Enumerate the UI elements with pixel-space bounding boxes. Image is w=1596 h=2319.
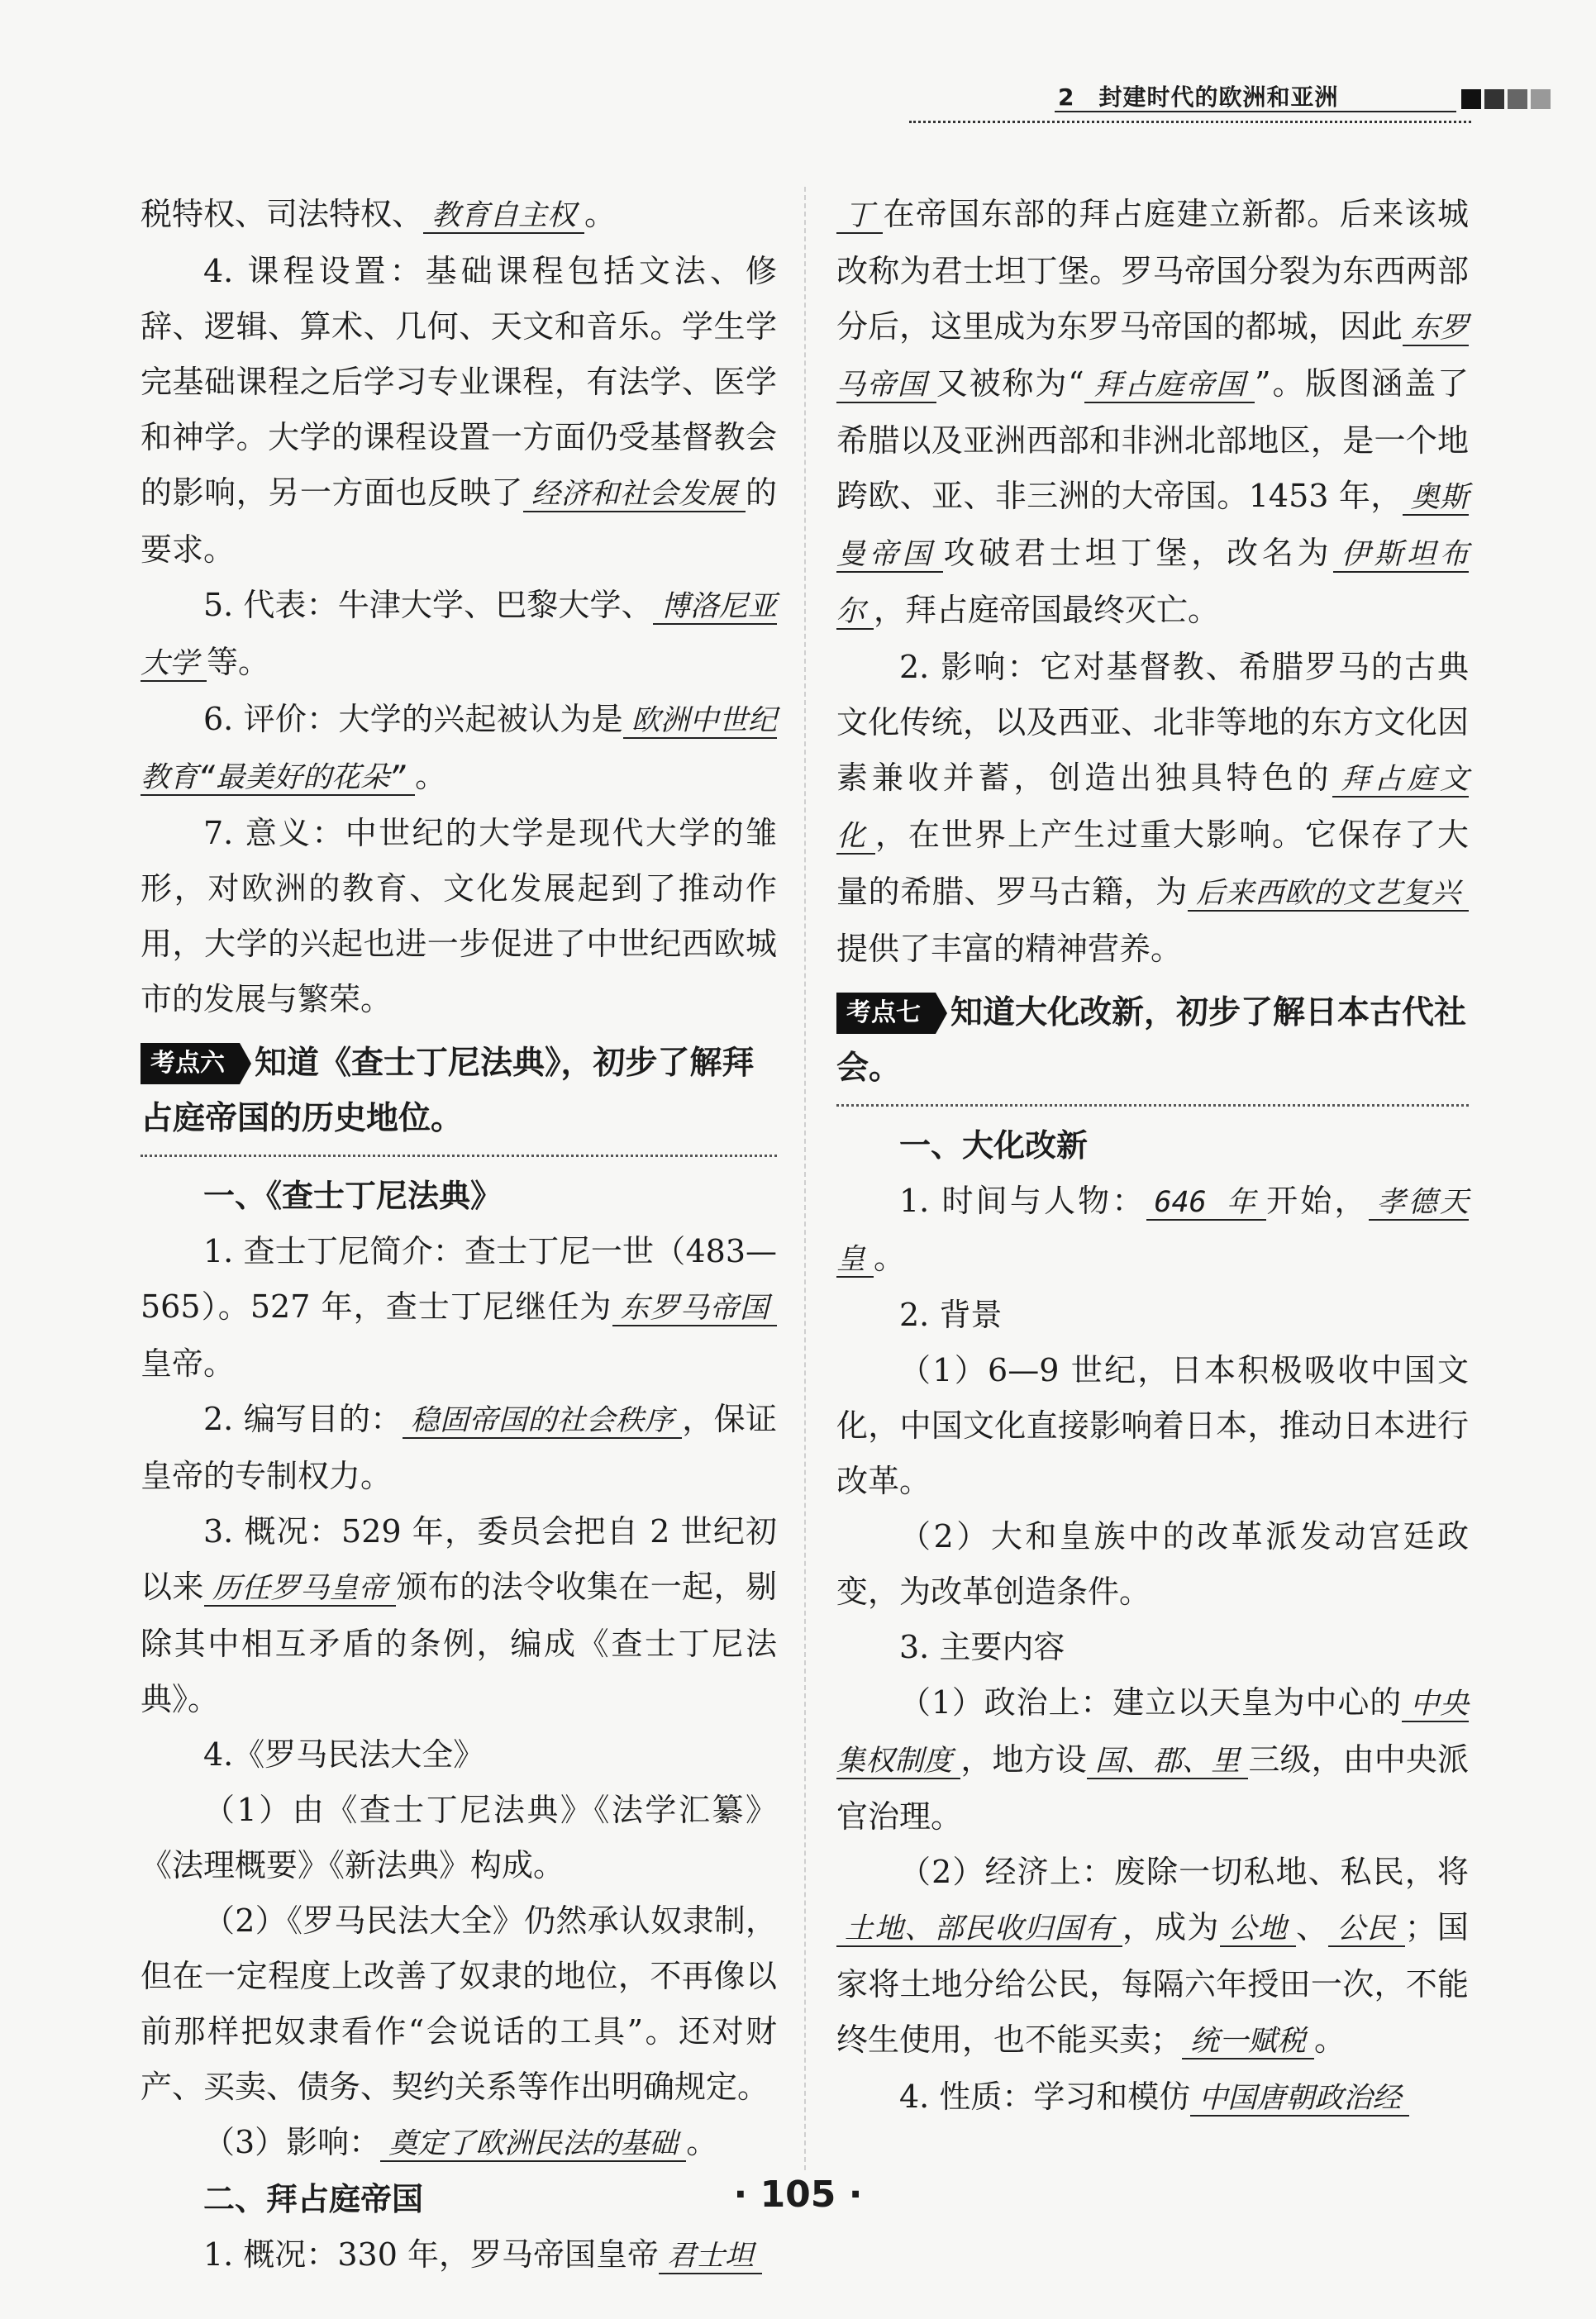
paragraph: （1）政治上：建立以天皇为中心的 中央集权制度 ，地方设 国、郡、里 三级，由中央派官治理。: [836, 1684, 1469, 1835]
answer-blank: 孝德天皇: [836, 1186, 1469, 1276]
answer-blank: 教育自主权: [423, 199, 584, 234]
right-column: [836, 187, 1469, 2126]
paragraph: 税特权、司法特权、 教育自主权 。: [141, 196, 617, 232]
answer-blank: 国、郡、里: [1087, 1745, 1249, 1779]
paragraph: 2. 背景: [899, 1297, 1003, 1333]
answer-blank: 公民: [1328, 1912, 1404, 1947]
answer-blank: 博洛尼亚大学: [141, 590, 777, 680]
section-heading: 一、大化改新: [899, 1127, 1089, 1164]
header-square-icon: [1531, 89, 1551, 109]
answer-blank: 奥斯曼帝国: [836, 481, 1469, 571]
paragraph: 4.《罗马民法大全》: [203, 1736, 485, 1773]
page-number: · 105 ·: [733, 2174, 863, 2216]
paragraph: （3）影响： 奠定了欧洲民法的基础 。: [203, 2124, 718, 2160]
paragraph: 7. 意义：中世纪的大学是现代大学的雏形，对欧洲的教育、文化发展起到了推动作用，大学的兴起也进一步促进了中世纪西欧城市的发展与繁荣。: [141, 815, 777, 1017]
paragraph: 1. 时间与人物： 646 年 开始， 孝德天皇 。: [836, 1183, 1469, 1276]
paragraph: （2）《罗马民法大全》仍然承认奴隶制，但在一定程度上改善了奴隶的地位，不再像以前那样把奴隶看作“会说话的工具”。还对财产、买卖、债务、契约关系等作出明确规定。: [141, 1902, 777, 2105]
key-point-heading: [836, 985, 1469, 1107]
left-column: [141, 187, 777, 2284]
answer-blank: 公地: [1220, 1912, 1296, 1947]
paragraph: 1. 概况：330 年，罗马帝国皇帝 君士坦: [141, 2227, 777, 2284]
section-heading: 二、拜占庭帝国: [203, 2181, 424, 2217]
answer-blank: 统一赋税: [1182, 2025, 1314, 2059]
paragraph: （1）6—9 世纪，日本积极吸收中国文化，中国文化直接影响着日本，推动日本进行改革。: [836, 1352, 1469, 1499]
answer-blank: 东罗马帝国: [612, 1292, 777, 1326]
answer-blank: 经济和社会发展: [523, 478, 746, 512]
answer-blank: 稳固帝国的社会秩序: [403, 1404, 683, 1439]
answer-blank: 土地、部民收归国有: [836, 1912, 1122, 1947]
header-dotted-rule: [909, 121, 1471, 123]
key-point-text: 知道大化改新，初步了解日本古代社会。: [836, 994, 1467, 1087]
answer-blank: 君士坦: [659, 2240, 762, 2274]
paragraph: 5. 代表：牛津大学、巴黎大学、 博洛尼亚大学 等。: [141, 587, 777, 680]
header-square-icon: [1484, 89, 1504, 109]
key-point-badge: 考点六: [141, 1043, 240, 1084]
answer-blank: 历任罗马皇帝: [204, 1572, 397, 1607]
answer-blank: 后来西欧的文艺复兴: [1188, 877, 1469, 912]
column-divider: [804, 187, 806, 2170]
paragraph: 4. 课程设置：基础课程包括文法、修辞、逻辑、算术、几何、天文和音乐。学生学完基础课程之后学习专业课程，有法学、医学和神学。大学的课程设置一方面仍受基督教会的影响，另一方面也反映了 经济和社会发展 的要求。: [141, 253, 777, 568]
header-underline: [1055, 111, 1456, 112]
paragraph: 丁 在帝国东部的拜占庭建立新都。后来该城改称为君士坦丁堡。罗马帝国分裂为东西两部分后，这里成为东罗马帝国的都城，因此 东罗马帝国 又被称为“ 拜占庭帝国 ”。版图涵盖了希腊以及亚洲西部和非洲北部地区，是一个地跨欧、亚、非三洲的大帝国。1453 年， 奥斯曼帝国 攻破君士坦丁堡，改名为 伊斯坦布尔 ，拜占庭帝国最终灭亡。: [836, 196, 1469, 628]
answer-blank: 奠定了欧洲民法的基础: [380, 2127, 686, 2162]
answer-blank: 646 年: [1146, 1186, 1267, 1221]
header-square-icon: [1508, 89, 1527, 109]
paragraph: 2. 编写目的： 稳固帝国的社会秩序 ，保证皇帝的专制权力。: [141, 1401, 777, 1494]
key-point-heading: [141, 1036, 777, 1157]
section-heading: 一、《查士丁尼法典》: [203, 1178, 503, 1214]
answer-blank: 拜占庭帝国: [1084, 369, 1255, 403]
paragraph: 1. 查士丁尼简介：查士丁尼一世（483—565）。527 年，查士丁尼继任为 东罗马帝国皇帝。: [141, 1233, 777, 1382]
answer-blank: 东罗马帝国: [836, 312, 1469, 402]
answer-blank: 中央集权制度: [836, 1688, 1469, 1778]
answer-blank: 拜占庭文化: [836, 763, 1469, 853]
paragraph: 6. 评价：大学的兴起被认为是 欧洲中世纪教育“最美好的花朵” 。: [141, 701, 777, 794]
paragraph: （1）由《查士丁尼法典》《法学汇纂》《法理概要》《新法典》构成。: [141, 1792, 777, 1883]
answer-blank: 中国唐朝政治经: [1190, 2082, 1409, 2117]
running-header: [909, 73, 1546, 122]
key-point-badge: 考点七: [836, 993, 936, 1034]
answer-blank: 欧洲中世纪教育“最美好的花朵”: [141, 704, 777, 794]
chapter-title: 2 封建时代的欧洲和亚洲: [1058, 83, 1339, 111]
answer-blank: 丁: [836, 199, 883, 234]
paragraph: 2. 影响：它对基督教、希腊罗马的古典文化传统，以及西亚、北非等地的东方文化因素兼收并蓄，创造出独具特色的 拜占庭文化 ，在世界上产生过重大影响。它保存了大量的希腊、罗马古籍，为 后来西欧的文艺复兴提供了丰富的精神营养。: [836, 649, 1469, 967]
paragraph: 3. 主要内容: [899, 1629, 1065, 1665]
paragraph: （2）大和皇族中的改革派发动宫廷政变，为改革创造条件。: [836, 1518, 1469, 1610]
paragraph: （2）经济上：废除一切私地、私民，将土地、部民收归国有 ，成为 公地 、 公民 ；国家将土地分给公民，每隔六年授田一次，不能终生使用，也不能买卖； 统一赋税 。: [836, 1854, 1469, 2058]
answer-blank: 伊斯坦布尔: [836, 538, 1469, 628]
key-point-text: 知道《查士丁尼法典》，初步了解拜占庭帝国的历史地位。: [141, 1045, 755, 1137]
paragraph: 3. 概况：529 年，委员会把自 2 世纪初以来 历任罗马皇帝 颁布的法令收集在一起，剔除其中相互矛盾的条例，编成《查士丁尼法典》。: [141, 1513, 777, 1717]
paragraph: 4. 性质：学习和模仿 中国唐朝政治经: [836, 2069, 1469, 2126]
header-square-icon: [1461, 89, 1481, 109]
